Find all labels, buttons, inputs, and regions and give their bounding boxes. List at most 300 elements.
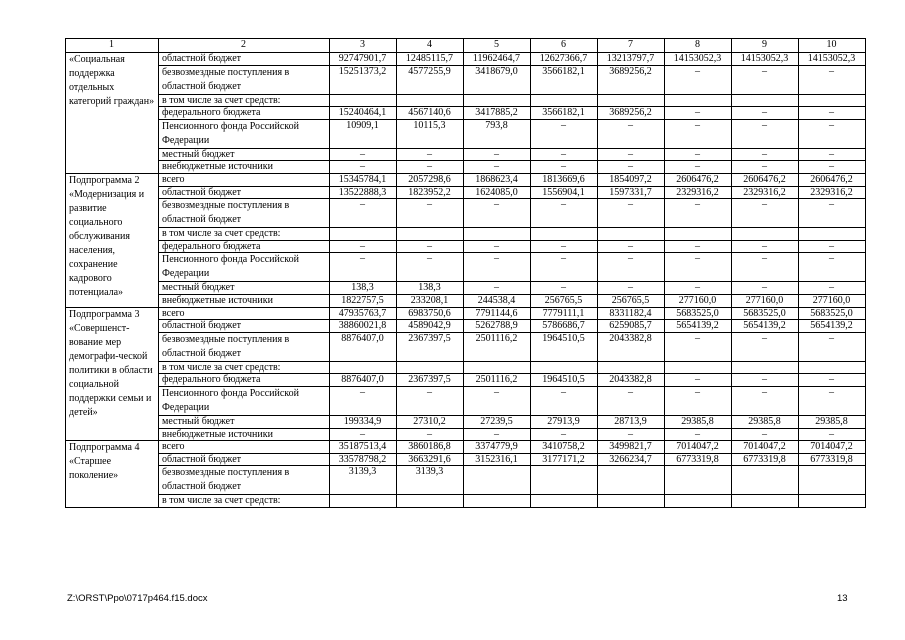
value-text: – bbox=[561, 148, 566, 160]
value-cell bbox=[330, 374, 397, 387]
table-row bbox=[66, 415, 866, 428]
value-text: – bbox=[628, 386, 633, 398]
value-text: – bbox=[628, 161, 633, 173]
value-cell bbox=[330, 199, 397, 228]
header-cell: 9 bbox=[732, 39, 799, 53]
value-cell bbox=[665, 361, 732, 374]
value-cell bbox=[665, 294, 732, 307]
funding-source-cell: безвозмездные поступления в областной бюджет bbox=[159, 466, 330, 495]
table-row bbox=[66, 495, 866, 508]
value-text: 14153052,3 bbox=[673, 53, 722, 64]
value-cell bbox=[799, 53, 866, 66]
value-cell bbox=[330, 253, 397, 282]
value-text: 233208,1 bbox=[410, 294, 449, 306]
value-text: 15251373,2 bbox=[338, 65, 387, 77]
table-row bbox=[66, 148, 866, 161]
value-text: 3689256,2 bbox=[609, 65, 652, 77]
value-cell bbox=[799, 119, 866, 148]
funding-source-cell: местный бюджет bbox=[159, 415, 330, 428]
value-cell bbox=[732, 428, 799, 441]
value-cell bbox=[397, 94, 464, 107]
value-text: 6773319,8 bbox=[743, 453, 786, 465]
value-cell bbox=[397, 240, 464, 253]
value-text: – bbox=[829, 199, 834, 211]
value-cell bbox=[464, 294, 531, 307]
value-cell bbox=[732, 119, 799, 148]
value-text: 47935763,7 bbox=[338, 307, 387, 319]
value-text: 3177171,2 bbox=[542, 453, 585, 465]
value-text: – bbox=[762, 240, 767, 252]
value-text: 6983750,6 bbox=[408, 307, 451, 319]
value-cell bbox=[665, 386, 732, 415]
value-cell bbox=[397, 53, 464, 66]
value-text: 29385,8 bbox=[681, 415, 714, 427]
value-cell bbox=[531, 161, 598, 174]
value-cell bbox=[665, 307, 732, 320]
value-text: – bbox=[762, 119, 767, 131]
value-cell bbox=[665, 466, 732, 495]
value-text: 15345784,1 bbox=[338, 173, 387, 185]
value-text: – bbox=[561, 199, 566, 211]
value-text: 2329316,2 bbox=[743, 186, 786, 198]
value-text: 12485115,7 bbox=[405, 53, 454, 64]
funding-source-cell: местный бюджет bbox=[159, 282, 330, 295]
value-text: – bbox=[762, 161, 767, 173]
value-cell bbox=[397, 374, 464, 387]
value-cell bbox=[732, 107, 799, 120]
value-text: 10909,1 bbox=[346, 119, 379, 131]
value-cell bbox=[799, 332, 866, 361]
value-cell bbox=[598, 441, 665, 454]
value-cell bbox=[464, 415, 531, 428]
value-text: – bbox=[427, 199, 432, 211]
value-cell bbox=[531, 386, 598, 415]
value-text: 5683525,0 bbox=[810, 307, 853, 319]
value-cell bbox=[732, 65, 799, 94]
value-text: 8876407,0 bbox=[341, 332, 384, 344]
header-row bbox=[66, 39, 866, 53]
value-text: – bbox=[829, 148, 834, 160]
funding-source-cell: безвозмездные поступления в областной бюджет bbox=[159, 332, 330, 361]
value-cell bbox=[799, 94, 866, 107]
value-text: – bbox=[829, 428, 834, 440]
value-text: – bbox=[360, 148, 365, 160]
value-text: – bbox=[695, 386, 700, 398]
value-text: – bbox=[561, 253, 566, 265]
value-cell bbox=[665, 374, 732, 387]
value-cell bbox=[799, 415, 866, 428]
value-cell bbox=[397, 441, 464, 454]
value-cell bbox=[799, 161, 866, 174]
funding-source-cell: федерального бюджета bbox=[159, 240, 330, 253]
value-cell bbox=[598, 428, 665, 441]
value-cell bbox=[598, 161, 665, 174]
value-cell bbox=[531, 428, 598, 441]
funding-source-cell: в том числе за счет средств: bbox=[159, 361, 330, 374]
table-row bbox=[66, 428, 866, 441]
funding-source-cell: в том числе за счет средств: bbox=[159, 495, 330, 508]
value-text: 1597331,7 bbox=[609, 186, 652, 198]
value-text: – bbox=[762, 374, 767, 386]
value-cell bbox=[397, 386, 464, 415]
value-text: 33578798,2 bbox=[338, 453, 387, 465]
value-cell bbox=[330, 466, 397, 495]
value-cell bbox=[397, 466, 464, 495]
funding-source-cell: внебюджетные источники bbox=[159, 161, 330, 174]
table-row bbox=[66, 294, 866, 307]
value-text: 4589042,9 bbox=[408, 320, 451, 332]
funding-source-cell: областной бюджет bbox=[159, 320, 330, 333]
value-text: 3566182,1 bbox=[542, 107, 585, 119]
value-text: 29385,8 bbox=[748, 415, 781, 427]
value-cell bbox=[464, 374, 531, 387]
value-cell bbox=[799, 374, 866, 387]
value-cell bbox=[665, 107, 732, 120]
value-cell bbox=[397, 294, 464, 307]
value-text: 27239,5 bbox=[480, 415, 513, 427]
value-cell bbox=[531, 228, 598, 241]
value-text: – bbox=[762, 199, 767, 211]
value-cell bbox=[464, 441, 531, 454]
value-cell bbox=[397, 173, 464, 186]
value-text: 14153052,3 bbox=[740, 53, 789, 64]
value-text: 1964510,5 bbox=[542, 332, 585, 344]
funding-source-cell: федерального бюджета bbox=[159, 107, 330, 120]
value-text: – bbox=[628, 148, 633, 160]
value-text: 2043382,8 bbox=[609, 374, 652, 386]
value-cell bbox=[531, 240, 598, 253]
funding-source-cell: федерального бюджета bbox=[159, 374, 330, 387]
value-text: 5654139,2 bbox=[810, 320, 853, 332]
value-cell bbox=[799, 240, 866, 253]
value-text: – bbox=[360, 428, 365, 440]
value-cell bbox=[665, 65, 732, 94]
value-text: 14153052,3 bbox=[807, 53, 856, 64]
value-cell bbox=[464, 453, 531, 466]
value-cell bbox=[531, 107, 598, 120]
funding-source-cell: внебюджетные источники bbox=[159, 428, 330, 441]
page-number: 13 bbox=[837, 593, 848, 604]
value-text: 10115,3 bbox=[413, 119, 446, 131]
value-cell bbox=[799, 453, 866, 466]
header-cell: 8 bbox=[665, 39, 732, 53]
table-row bbox=[66, 466, 866, 495]
value-cell bbox=[799, 307, 866, 320]
value-text: 7779111,1 bbox=[542, 307, 585, 319]
value-cell bbox=[799, 428, 866, 441]
value-text: – bbox=[762, 282, 767, 294]
value-text: – bbox=[628, 240, 633, 252]
value-text: 256765,5 bbox=[544, 294, 583, 306]
value-cell bbox=[464, 240, 531, 253]
value-text: 3139,3 bbox=[415, 466, 444, 478]
value-text: – bbox=[695, 282, 700, 294]
value-text: – bbox=[561, 161, 566, 173]
value-cell bbox=[799, 65, 866, 94]
value-cell bbox=[799, 253, 866, 282]
table-row bbox=[66, 161, 866, 174]
funding-source-cell: в том числе за счет средств: bbox=[159, 94, 330, 107]
funding-source-cell: всего bbox=[159, 307, 330, 320]
value-cell bbox=[531, 453, 598, 466]
value-cell bbox=[330, 240, 397, 253]
value-cell bbox=[732, 453, 799, 466]
value-cell bbox=[665, 53, 732, 66]
value-text: 3410758,2 bbox=[542, 441, 585, 453]
value-text: – bbox=[762, 65, 767, 77]
value-cell bbox=[397, 307, 464, 320]
value-cell bbox=[531, 119, 598, 148]
value-cell bbox=[799, 441, 866, 454]
value-cell bbox=[531, 320, 598, 333]
value-cell bbox=[330, 173, 397, 186]
value-cell bbox=[531, 307, 598, 320]
value-cell bbox=[464, 65, 531, 94]
table-row bbox=[66, 107, 866, 120]
value-text: 28713,9 bbox=[614, 415, 647, 427]
value-cell bbox=[330, 386, 397, 415]
value-text: – bbox=[695, 240, 700, 252]
value-cell bbox=[598, 107, 665, 120]
value-text: 5683525,0 bbox=[676, 307, 719, 319]
value-cell bbox=[397, 495, 464, 508]
table-row bbox=[66, 253, 866, 282]
value-cell bbox=[598, 294, 665, 307]
value-cell bbox=[464, 495, 531, 508]
value-cell bbox=[665, 453, 732, 466]
value-cell bbox=[330, 294, 397, 307]
value-text: – bbox=[561, 386, 566, 398]
value-text: 3499821,7 bbox=[609, 441, 652, 453]
value-cell bbox=[665, 228, 732, 241]
table-body bbox=[66, 39, 866, 508]
value-text: 2606476,2 bbox=[676, 173, 719, 185]
value-text: 1964510,5 bbox=[542, 374, 585, 386]
value-cell bbox=[531, 94, 598, 107]
value-text: – bbox=[829, 65, 834, 77]
funding-source-cell: Пенсионного фонда Российской Федерации bbox=[159, 386, 330, 415]
value-cell bbox=[598, 199, 665, 228]
value-cell bbox=[464, 161, 531, 174]
value-text: – bbox=[762, 428, 767, 440]
value-text: 3374779,9 bbox=[475, 441, 518, 453]
value-text: 7791144,6 bbox=[475, 307, 518, 319]
header-cell: 5 bbox=[464, 39, 531, 53]
value-cell bbox=[799, 107, 866, 120]
header-cell: 3 bbox=[330, 39, 397, 53]
value-text: 2057298,6 bbox=[408, 173, 451, 185]
header-cell: 10 bbox=[799, 39, 866, 53]
value-cell bbox=[464, 428, 531, 441]
value-cell bbox=[531, 253, 598, 282]
value-text: 2606476,2 bbox=[810, 173, 853, 185]
value-cell bbox=[598, 332, 665, 361]
value-cell bbox=[531, 199, 598, 228]
value-text: – bbox=[561, 119, 566, 131]
value-text: 2367397,5 bbox=[408, 374, 451, 386]
value-text: – bbox=[695, 374, 700, 386]
funding-source-cell: безвозмездные поступления в областной бюджет bbox=[159, 65, 330, 94]
table-row bbox=[66, 65, 866, 94]
value-text: – bbox=[695, 107, 700, 119]
value-text: 793,8 bbox=[485, 119, 508, 131]
value-cell bbox=[464, 186, 531, 199]
value-cell bbox=[598, 453, 665, 466]
value-text: 7014047,2 bbox=[743, 441, 786, 453]
value-text: 8331182,4 bbox=[609, 307, 652, 319]
value-cell bbox=[799, 294, 866, 307]
value-text: 1822757,5 bbox=[341, 294, 384, 306]
value-cell bbox=[799, 228, 866, 241]
table-row bbox=[66, 374, 866, 387]
table-row bbox=[66, 361, 866, 374]
value-cell bbox=[598, 53, 665, 66]
table-row bbox=[66, 119, 866, 148]
value-text: – bbox=[829, 374, 834, 386]
value-text: – bbox=[427, 386, 432, 398]
value-text: – bbox=[829, 386, 834, 398]
value-cell bbox=[330, 307, 397, 320]
value-text: 3417885,2 bbox=[475, 107, 518, 119]
value-text: – bbox=[494, 161, 499, 173]
value-text: – bbox=[762, 148, 767, 160]
table-row bbox=[66, 240, 866, 253]
header-cell: 1 bbox=[66, 39, 159, 53]
value-cell bbox=[598, 374, 665, 387]
program-name-cell: Подпрограмма 3 «Совершенст-вование мер демографи-ческой политики в области социальной поддержки семьи и детей» bbox=[66, 307, 159, 441]
header-cell: 7 bbox=[598, 39, 665, 53]
value-text: 1813669,6 bbox=[542, 173, 585, 185]
value-text: – bbox=[427, 253, 432, 265]
value-text: – bbox=[360, 161, 365, 173]
value-cell bbox=[732, 161, 799, 174]
value-cell bbox=[732, 199, 799, 228]
value-cell bbox=[799, 386, 866, 415]
value-cell bbox=[665, 441, 732, 454]
value-text: – bbox=[360, 253, 365, 265]
value-text: – bbox=[360, 386, 365, 398]
value-cell bbox=[732, 361, 799, 374]
value-text: – bbox=[427, 240, 432, 252]
table-row bbox=[66, 199, 866, 228]
value-text: 3860186,8 bbox=[408, 441, 451, 453]
value-cell bbox=[732, 148, 799, 161]
value-cell bbox=[330, 53, 397, 66]
value-cell bbox=[598, 240, 665, 253]
value-text: – bbox=[494, 240, 499, 252]
table-row bbox=[66, 386, 866, 415]
value-text: – bbox=[628, 253, 633, 265]
value-cell bbox=[732, 186, 799, 199]
table-row bbox=[66, 453, 866, 466]
value-text: 277160,0 bbox=[812, 294, 851, 306]
value-cell bbox=[397, 320, 464, 333]
value-cell bbox=[397, 107, 464, 120]
value-cell bbox=[397, 228, 464, 241]
value-text: – bbox=[829, 282, 834, 294]
value-text: – bbox=[628, 119, 633, 131]
value-cell bbox=[732, 495, 799, 508]
value-cell bbox=[665, 119, 732, 148]
value-text: – bbox=[360, 240, 365, 252]
table-row bbox=[66, 173, 866, 186]
value-cell bbox=[397, 65, 464, 94]
value-cell bbox=[464, 119, 531, 148]
value-text: 6773319,8 bbox=[810, 453, 853, 465]
value-cell bbox=[330, 332, 397, 361]
value-cell bbox=[464, 253, 531, 282]
value-cell bbox=[397, 415, 464, 428]
value-cell bbox=[330, 65, 397, 94]
value-cell bbox=[397, 161, 464, 174]
funding-source-cell: областной бюджет bbox=[159, 453, 330, 466]
value-cell bbox=[464, 228, 531, 241]
value-cell bbox=[531, 186, 598, 199]
value-cell bbox=[330, 161, 397, 174]
value-text: 5654139,2 bbox=[676, 320, 719, 332]
value-text: 2329316,2 bbox=[676, 186, 719, 198]
value-text: – bbox=[762, 332, 767, 344]
value-text: 7014047,2 bbox=[810, 441, 853, 453]
value-cell bbox=[531, 361, 598, 374]
value-cell bbox=[598, 495, 665, 508]
value-text: 13213797,7 bbox=[606, 53, 655, 64]
value-text: 29385,8 bbox=[815, 415, 848, 427]
funding-source-cell: местный бюджет bbox=[159, 148, 330, 161]
value-cell bbox=[531, 495, 598, 508]
value-cell bbox=[732, 320, 799, 333]
value-cell bbox=[799, 495, 866, 508]
value-text: – bbox=[494, 148, 499, 160]
funding-source-cell: областной бюджет bbox=[159, 186, 330, 199]
value-cell bbox=[330, 415, 397, 428]
header-cell: 4 bbox=[397, 39, 464, 53]
value-cell bbox=[464, 386, 531, 415]
program-name-cell: Подпрограмма 2 «Модернизация и развитие социального обслуживания населения, сохранение кадрового потенциала» bbox=[66, 173, 159, 307]
value-text: 35187513,4 bbox=[338, 441, 387, 453]
value-text: 15240464,1 bbox=[338, 107, 387, 119]
value-text: 2043382,8 bbox=[609, 332, 652, 344]
value-cell bbox=[464, 307, 531, 320]
value-text: – bbox=[695, 119, 700, 131]
value-text: – bbox=[695, 332, 700, 344]
value-cell bbox=[397, 253, 464, 282]
value-cell bbox=[531, 374, 598, 387]
value-cell bbox=[732, 332, 799, 361]
value-text: 1854097,2 bbox=[609, 173, 652, 185]
value-text: – bbox=[695, 253, 700, 265]
value-text: 2501116,2 bbox=[475, 332, 518, 344]
value-text: – bbox=[494, 253, 499, 265]
value-cell bbox=[397, 199, 464, 228]
value-cell bbox=[330, 495, 397, 508]
value-cell bbox=[598, 466, 665, 495]
value-cell bbox=[330, 361, 397, 374]
value-cell bbox=[531, 65, 598, 94]
value-cell bbox=[598, 119, 665, 148]
value-cell bbox=[732, 94, 799, 107]
header-cell: 6 bbox=[531, 39, 598, 53]
value-cell bbox=[464, 53, 531, 66]
value-text: 2367397,5 bbox=[408, 332, 451, 344]
funding-source-cell: внебюджетные источники bbox=[159, 294, 330, 307]
value-text: – bbox=[695, 428, 700, 440]
value-cell bbox=[531, 415, 598, 428]
funding-source-cell: областной бюджет bbox=[159, 53, 330, 66]
value-cell bbox=[665, 495, 732, 508]
value-cell bbox=[799, 320, 866, 333]
value-cell bbox=[330, 228, 397, 241]
